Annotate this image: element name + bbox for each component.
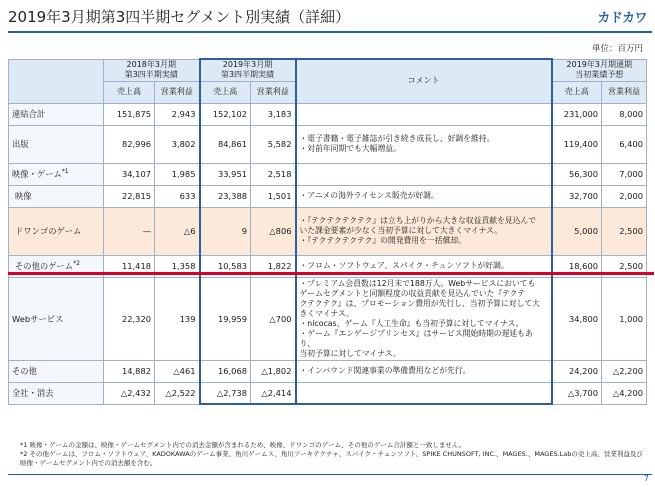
forecast-profit: 7,000: [602, 163, 647, 185]
comment-line: きくマイナス。: [299, 308, 354, 318]
comment-line: ・フロム・ソフトウェア、スパイク・チュンソフトが好調。: [299, 261, 509, 270]
row-label: 映像・ゲーム$^{*1}$: [9, 163, 104, 185]
forecast-sales: 231,000: [552, 103, 602, 125]
prev-profit: 3,802: [155, 125, 200, 163]
highlight-red-line: [8, 272, 654, 275]
row-label: その他: [9, 360, 104, 382]
prev-sales: 11,418: [104, 255, 155, 277]
prev-profit: 1,985: [155, 163, 200, 185]
footnotes: [20, 441, 646, 468]
table-row: [9, 163, 647, 185]
table-row: [9, 382, 647, 404]
forecast-profit: 1,000: [602, 277, 647, 360]
forecast-sales: 56,300: [552, 163, 602, 185]
col-profit: 営業利益: [155, 81, 200, 103]
footnote-1: *1 映像・ゲームの金額は、映像・ゲームセグメント内での消去金額が含まれるため、映像、ドワンゴのゲーム、その他のゲーム合計額と一致しません。: [20, 441, 466, 449]
prev-sales: —: [104, 207, 155, 255]
footnote-2: *2 その他ゲームは、フロム・ソフトウェア、KADOKAWAのゲーム事業、角川ゲームス、角川アーキテクチャ、スパイク・チュンソフト、SPIKE CHUNSOFT, INC.、MAGES.、MAGES.Labの売上高、営業利益及び映像・ゲームセグメント内での消去額を含む。: [20, 450, 643, 467]
footnote-marker: *1: [61, 168, 69, 176]
table-row: [9, 277, 647, 360]
prev-profit: △6: [155, 207, 200, 255]
forecast-sales: 24,200: [552, 360, 602, 382]
comment-line: ゲームセグメントと同額程度の収益貢献を見込んでいた『テクテ: [299, 288, 526, 298]
prev-profit: 139: [155, 277, 200, 360]
curr-sales: 84,861: [200, 125, 251, 163]
comment-line: ・ゲーム『エンゲージプリンセス』はサービス開始時期の遅延もあり、: [299, 328, 533, 348]
prev-sales: 82,996: [104, 125, 155, 163]
row-label: その他のゲーム$^{*2}$: [9, 255, 104, 277]
forecast-profit: 8,000: [602, 103, 647, 125]
row-label: Webサービス: [9, 277, 104, 360]
curr-profit: 1,822: [251, 255, 296, 277]
row-label: 連結合計: [9, 103, 104, 125]
prev-profit: 633: [155, 185, 200, 207]
col-profit: 営業利益: [251, 81, 296, 103]
prev-sales: 14,882: [104, 360, 155, 382]
footer-line: [8, 474, 652, 475]
segment-results-table: [8, 58, 647, 405]
col-curr-period: [200, 59, 296, 81]
prev-sales: 34,107: [104, 163, 155, 185]
col-curr-period-line: 第3四半期実績: [220, 70, 275, 80]
curr-profit: △700: [251, 277, 296, 360]
forecast-sales: 18,600: [552, 255, 602, 277]
table-header-row: [9, 59, 647, 81]
row-label: 映像: [9, 185, 104, 207]
col-curr-period-line: 2019年3月期: [222, 60, 273, 70]
curr-sales: 19,959: [200, 277, 251, 360]
comment-line: ・アニメの海外ライセンス販売が好調。: [299, 191, 439, 200]
col-forecast-line: 当初業績予想: [575, 70, 624, 79]
curr-sales: 16,068: [200, 360, 251, 382]
table-body: [9, 103, 647, 404]
col-prev-period-line: 2018年3月期: [126, 60, 176, 69]
forecast-profit: 6,400: [602, 125, 647, 163]
row-label: ドワンゴのゲーム: [9, 207, 104, 255]
forecast-sales: 119,400: [552, 125, 602, 163]
col-profit: 営業利益: [602, 81, 647, 103]
col-forecast-line: 2019年3月期通期: [566, 60, 632, 69]
col-forecast: [552, 59, 647, 81]
forecast-profit: 2,000: [602, 185, 647, 207]
curr-profit: 3,183: [251, 103, 296, 125]
comment-cell: [296, 277, 552, 360]
curr-profit: 2,518: [251, 163, 296, 185]
forecast-profit: 2,500: [602, 255, 647, 277]
comment-cell: [296, 185, 552, 207]
comment-line: ・『テクテクテクテク』は立ち上がりから大きな収益貢献を見込んで: [299, 216, 537, 225]
curr-profit: 5,582: [251, 125, 296, 163]
prev-sales: △2,432: [104, 382, 155, 404]
comment-line: ・対前年同期でも大幅増益。: [299, 144, 401, 153]
table-row: [9, 103, 647, 125]
footnote-marker: *2: [73, 260, 80, 268]
col-prev-period: [104, 59, 200, 81]
prev-sales: 151,875: [104, 103, 155, 125]
curr-profit: △1,802: [251, 360, 296, 382]
curr-sales: 33,951: [200, 163, 251, 185]
row-label: 出版: [9, 125, 104, 163]
comment-line: いた課金要素が少なく当初予算に対して大きくマイナス。: [299, 226, 502, 235]
curr-sales: 23,388: [200, 185, 251, 207]
curr-sales: 152,102: [200, 103, 251, 125]
forecast-profit: 2,500: [602, 207, 647, 255]
page-number: 7: [643, 474, 649, 483]
col-prev-period-line: 第3四半期実績: [124, 70, 178, 79]
comment-line: ・インバウンド関連事業の準備費用などが先行。: [299, 366, 471, 375]
col-sales: 売上高: [104, 81, 155, 103]
forecast-sales: 5,000: [552, 207, 602, 255]
comment-cell: [296, 163, 552, 185]
title-underline: [8, 31, 652, 33]
curr-sales: 10,583: [200, 255, 251, 277]
curr-profit: △2,414: [251, 382, 296, 404]
comment-line: 当初予算に対してマイナス。: [299, 348, 401, 358]
forecast-sales: 32,700: [552, 185, 602, 207]
forecast-profit: △2,200: [602, 360, 647, 382]
comment-cell: [296, 103, 552, 125]
prev-profit: △2,522: [155, 382, 200, 404]
comment-line: ・プレミアム会員数は12月末で188万人。Webサービスにおいても: [299, 278, 536, 288]
page-title: 2019年3月期第3四半期セグメント別実績（詳細）: [8, 8, 351, 26]
table-row: [9, 185, 647, 207]
comment-cell: [296, 360, 552, 382]
comment-line: ・電子書籍・電子雑誌が引き続き成長し、好調を維持。: [299, 134, 495, 143]
table-row: [9, 207, 647, 255]
forecast-sales: 34,800: [552, 277, 602, 360]
comment-cell: [296, 207, 552, 255]
row-label: 全社・消去: [9, 382, 104, 404]
forecast-profit: △4,200: [602, 382, 647, 404]
curr-profit: 1,501: [251, 185, 296, 207]
curr-sales: △2,738: [200, 382, 251, 404]
unit-label: 単位：百万円: [591, 44, 643, 54]
prev-profit: 2,943: [155, 103, 200, 125]
slide-header: [0, 0, 655, 34]
prev-profit: △461: [155, 360, 200, 382]
table-row: [9, 125, 647, 163]
col-sales: 売上高: [200, 81, 251, 103]
col-sales: 売上高: [552, 81, 602, 103]
corner-cell: [9, 59, 104, 103]
col-comment: コメント: [296, 59, 552, 103]
prev-sales: 22,320: [104, 277, 155, 360]
table-row: [9, 360, 647, 382]
comment-cell: [296, 125, 552, 163]
prev-profit: 1,358: [155, 255, 200, 277]
curr-sales: 9: [200, 207, 251, 255]
comment-line: ・nicocas、ゲーム『人工生命』も当初予算に対してマイナス。: [299, 318, 524, 328]
comment-line: クテクテク』は、プロモーション費用が先行し、当初予算に対して大: [299, 298, 540, 308]
comment-line: ・『テクテクテクテク』の開発費用を一括償却。: [299, 236, 466, 245]
prev-sales: 22,815: [104, 185, 155, 207]
comment-cell: [296, 382, 552, 404]
company-logo: カドカワ: [597, 11, 647, 26]
curr-profit: △806: [251, 207, 296, 255]
forecast-sales: △3,700: [552, 382, 602, 404]
